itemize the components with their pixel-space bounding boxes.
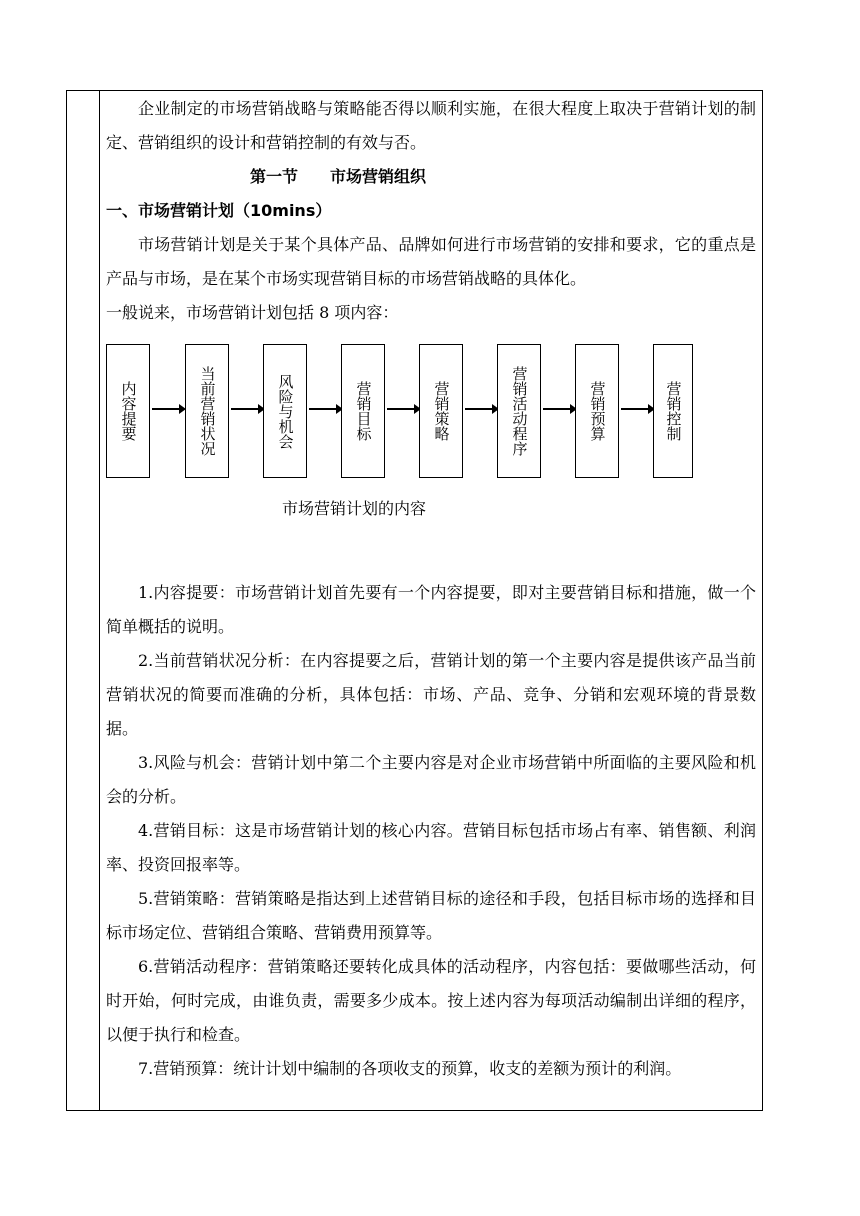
- flow-diagram: [106, 332, 756, 482]
- flow-step-current-status: 当前营销状况: [185, 344, 229, 478]
- flow-arrow: [152, 408, 180, 410]
- item-4: 4.营销目标：这是市场营销计划的核心内容。营销目标包括市场占有率、销售额、利润率、投资回报率等。: [106, 821, 756, 874]
- left-column-divider: [99, 90, 100, 1111]
- lead-in-text: 一般说来，市场营销计划包括 8 项内容：: [106, 303, 399, 322]
- flow-arrow: [621, 408, 649, 410]
- flow-step-strategy: 营销策略: [419, 344, 463, 478]
- flow-step-budget: 营销预算: [575, 344, 619, 478]
- item-6: 6.营销活动程序：营销策略还要转化成具体的活动程序，内容包括：要做哪些活动，何时开始，何时完成，由谁负责，需要多少成本。按上述内容为每项活动编制出详细的程序，以便于执行和检查。: [106, 957, 756, 1044]
- flow-step-objectives: 营销目标: [341, 344, 385, 478]
- section-title: [106, 160, 756, 194]
- flow-caption: 市场营销计划的内容: [282, 499, 427, 518]
- flow-arrow: [543, 408, 571, 410]
- flow-arrow: [465, 408, 493, 410]
- definition-paragraph: 市场营销计划是关于某个具体产品、品牌如何进行市场营销的安排和要求，它的重点是产品与市场，是在某个市场实现营销目标的市场营销战略的具体化。: [106, 235, 756, 288]
- item-2: 2.当前营销状况分析：在内容提要之后，营销计划的第一个主要内容是提供该产品当前营销状况的简要而准确的分析，具体包括：市场、产品、竞争、分销和宏观环境的背景数据。: [106, 651, 756, 738]
- flow-step-summary: 内容提要: [106, 344, 150, 478]
- intro-paragraph: 企业制定的市场营销战略与策略能否得以顺利实施，在很大程度上取决于营销计划的制定、营销组织的设计和营销控制的有效与否。: [106, 99, 756, 152]
- heading-marketing-plan: 一、市场营销计划（10mins）: [106, 201, 332, 220]
- spacer: [106, 526, 756, 576]
- flow-arrow: [309, 408, 337, 410]
- document-body: [106, 92, 756, 1086]
- item-5: 5.营销策略：营销策略是指达到上述营销目标的途径和手段，包括目标市场的选择和目标市场定位、营销组合策略、营销费用预算等。: [106, 889, 756, 942]
- flow-arrow: [387, 408, 415, 410]
- flow-arrow: [231, 408, 259, 410]
- section-number: 第一节: [250, 167, 299, 186]
- section-name: 市场营销组织: [330, 167, 427, 186]
- flow-step-risk-opportunity: 风险与机会: [263, 344, 307, 478]
- item-1: 1.内容提要：市场营销计划首先要有一个内容提要，即对主要营销目标和措施，做一个简单概括的说明。: [106, 583, 756, 636]
- flow-step-action-program: 营销活动程序: [497, 344, 541, 478]
- item-3: 3.风险与机会：营销计划中第二个主要内容是对企业市场营销中所面临的主要风险和机会的分析。: [106, 753, 756, 806]
- flow-step-control: 营销控制: [653, 344, 693, 478]
- item-7: 7.营销预算：统计计划中编制的各项收支的预算，收支的差额为预计的利润。: [138, 1059, 682, 1078]
